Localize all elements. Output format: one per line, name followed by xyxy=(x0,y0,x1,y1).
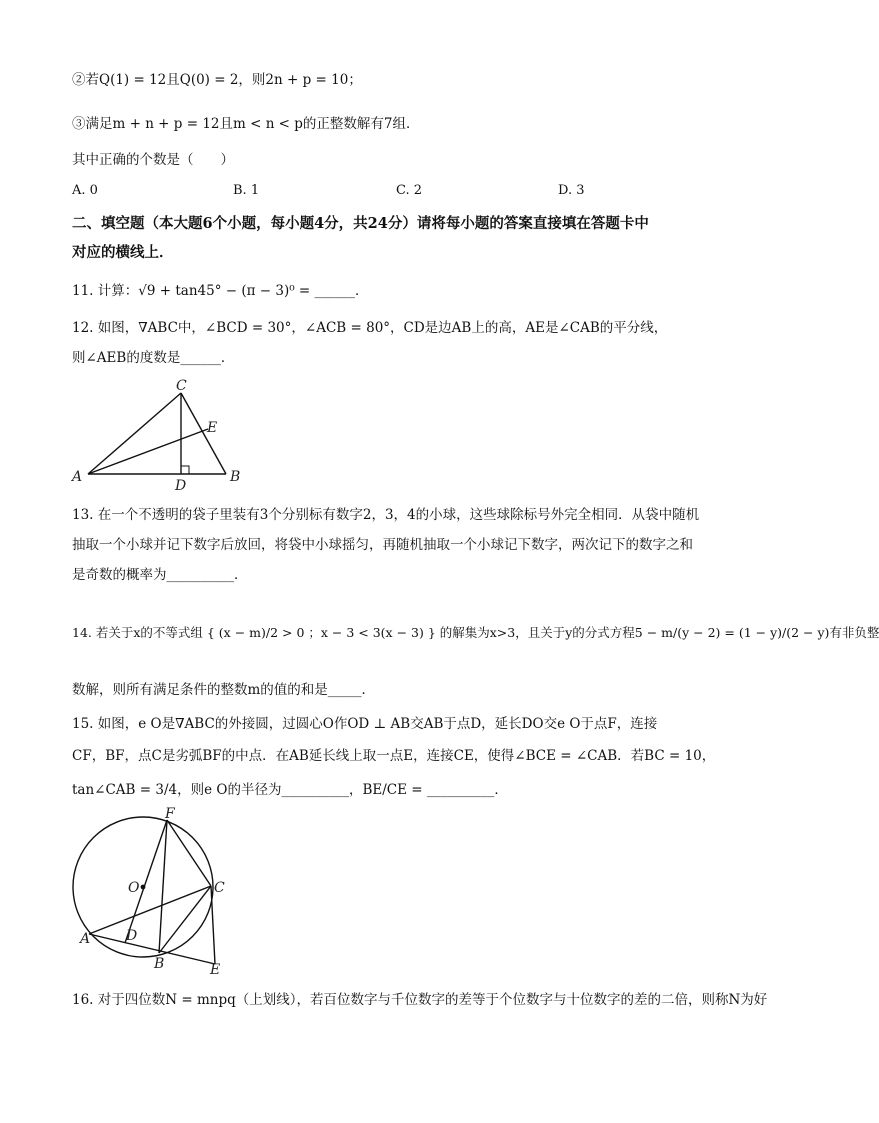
q15-label-b: B xyxy=(154,956,165,972)
section-heading: 二、填空题（本大题6个小题，每小题4分，共24分）请将每小题的答案直接填在答题卡中 xyxy=(72,215,649,232)
q12-line1: 12. 如图，∇ABC中，∠BCD = 30°，∠ACB = 80°，CD是边AB上的高，AE是∠CAB的平分线， xyxy=(72,320,668,336)
q15-label-a: A xyxy=(80,931,91,947)
q15-label-o: O xyxy=(128,880,140,896)
section-heading-cont: 对应的横线上． xyxy=(72,244,174,261)
q12-label-a: A xyxy=(72,469,83,485)
q15-label-e: E xyxy=(210,962,221,978)
q15-label-d: D xyxy=(126,928,138,944)
q15-line1: 15. 如图，e O是∇ABC的外接圆，过圆心O作OD ⊥ AB交AB于点D，延长DO交e O于点F，连接 xyxy=(72,716,658,732)
q15-label-c: C xyxy=(214,880,225,896)
q15-line3: tan∠CAB = 3/4，则e O的半径为__________，BE/CE = __________． xyxy=(72,782,508,798)
q14-line1: 14. 若关于x的不等式组 { (x − m)/2 > 0 ；x − 3 < 3(x − 3) } 的解集为x>3，且关于y的分式方程5 − m/(y − 2) = (1 − y)/(2 − y)有非负整 xyxy=(72,625,879,640)
q16-text: 16. 对于四位数N = mnpq（上划线），若百位数字与千位数字的差等于个位数字与十位数字的差的二倍，则称N为好 xyxy=(72,992,768,1008)
q15-line2: CF，BF，点C是劣弧BF的中点．在AB延长线上取一点E，连接CE，使得∠BCE = ∠CAB．若BC = 10， xyxy=(72,748,716,764)
choice-b: B. 1 xyxy=(233,183,260,198)
choice-d: D. 3 xyxy=(558,183,585,198)
q12-label-e: E xyxy=(207,420,218,436)
choice-a: A. 0 xyxy=(72,183,98,198)
q12-label-c: C xyxy=(176,378,187,394)
q13-line3: 是奇数的概率为__________． xyxy=(72,567,248,583)
question-prompt: 其中正确的个数是（ ） xyxy=(72,152,234,168)
q14-line2: 数解，则所有满足条件的整数m的值的和是_____． xyxy=(72,682,376,698)
q15-label-f: F xyxy=(165,806,175,822)
statement-2: ②若Q(1) = 12且Q(0) = 2，则2n + p = 10； xyxy=(72,72,362,88)
q11-text: 11. 计算：√9 + tan45° − (π − 3)⁰ = ______． xyxy=(72,283,369,299)
choice-c: C. 2 xyxy=(396,183,423,198)
statement-3: ③满足m + n + p = 12且m < n < p的正整数解有7组． xyxy=(72,116,420,132)
q12-line2: 则∠AEB的度数是______． xyxy=(72,350,235,366)
q12-label-b: B xyxy=(230,469,241,485)
q12-label-d: D xyxy=(175,478,187,494)
q13-line2: 抽取一个小球并记下数字后放回，将袋中小球摇匀，再随机抽取一个小球记下数字，两次记下的数字之和 xyxy=(72,537,693,553)
q13-line1: 13. 在一个不透明的袋子里装有3个分别标有数字2，3，4的小球，这些球除标号外完全相同．从袋中随机 xyxy=(72,507,700,523)
